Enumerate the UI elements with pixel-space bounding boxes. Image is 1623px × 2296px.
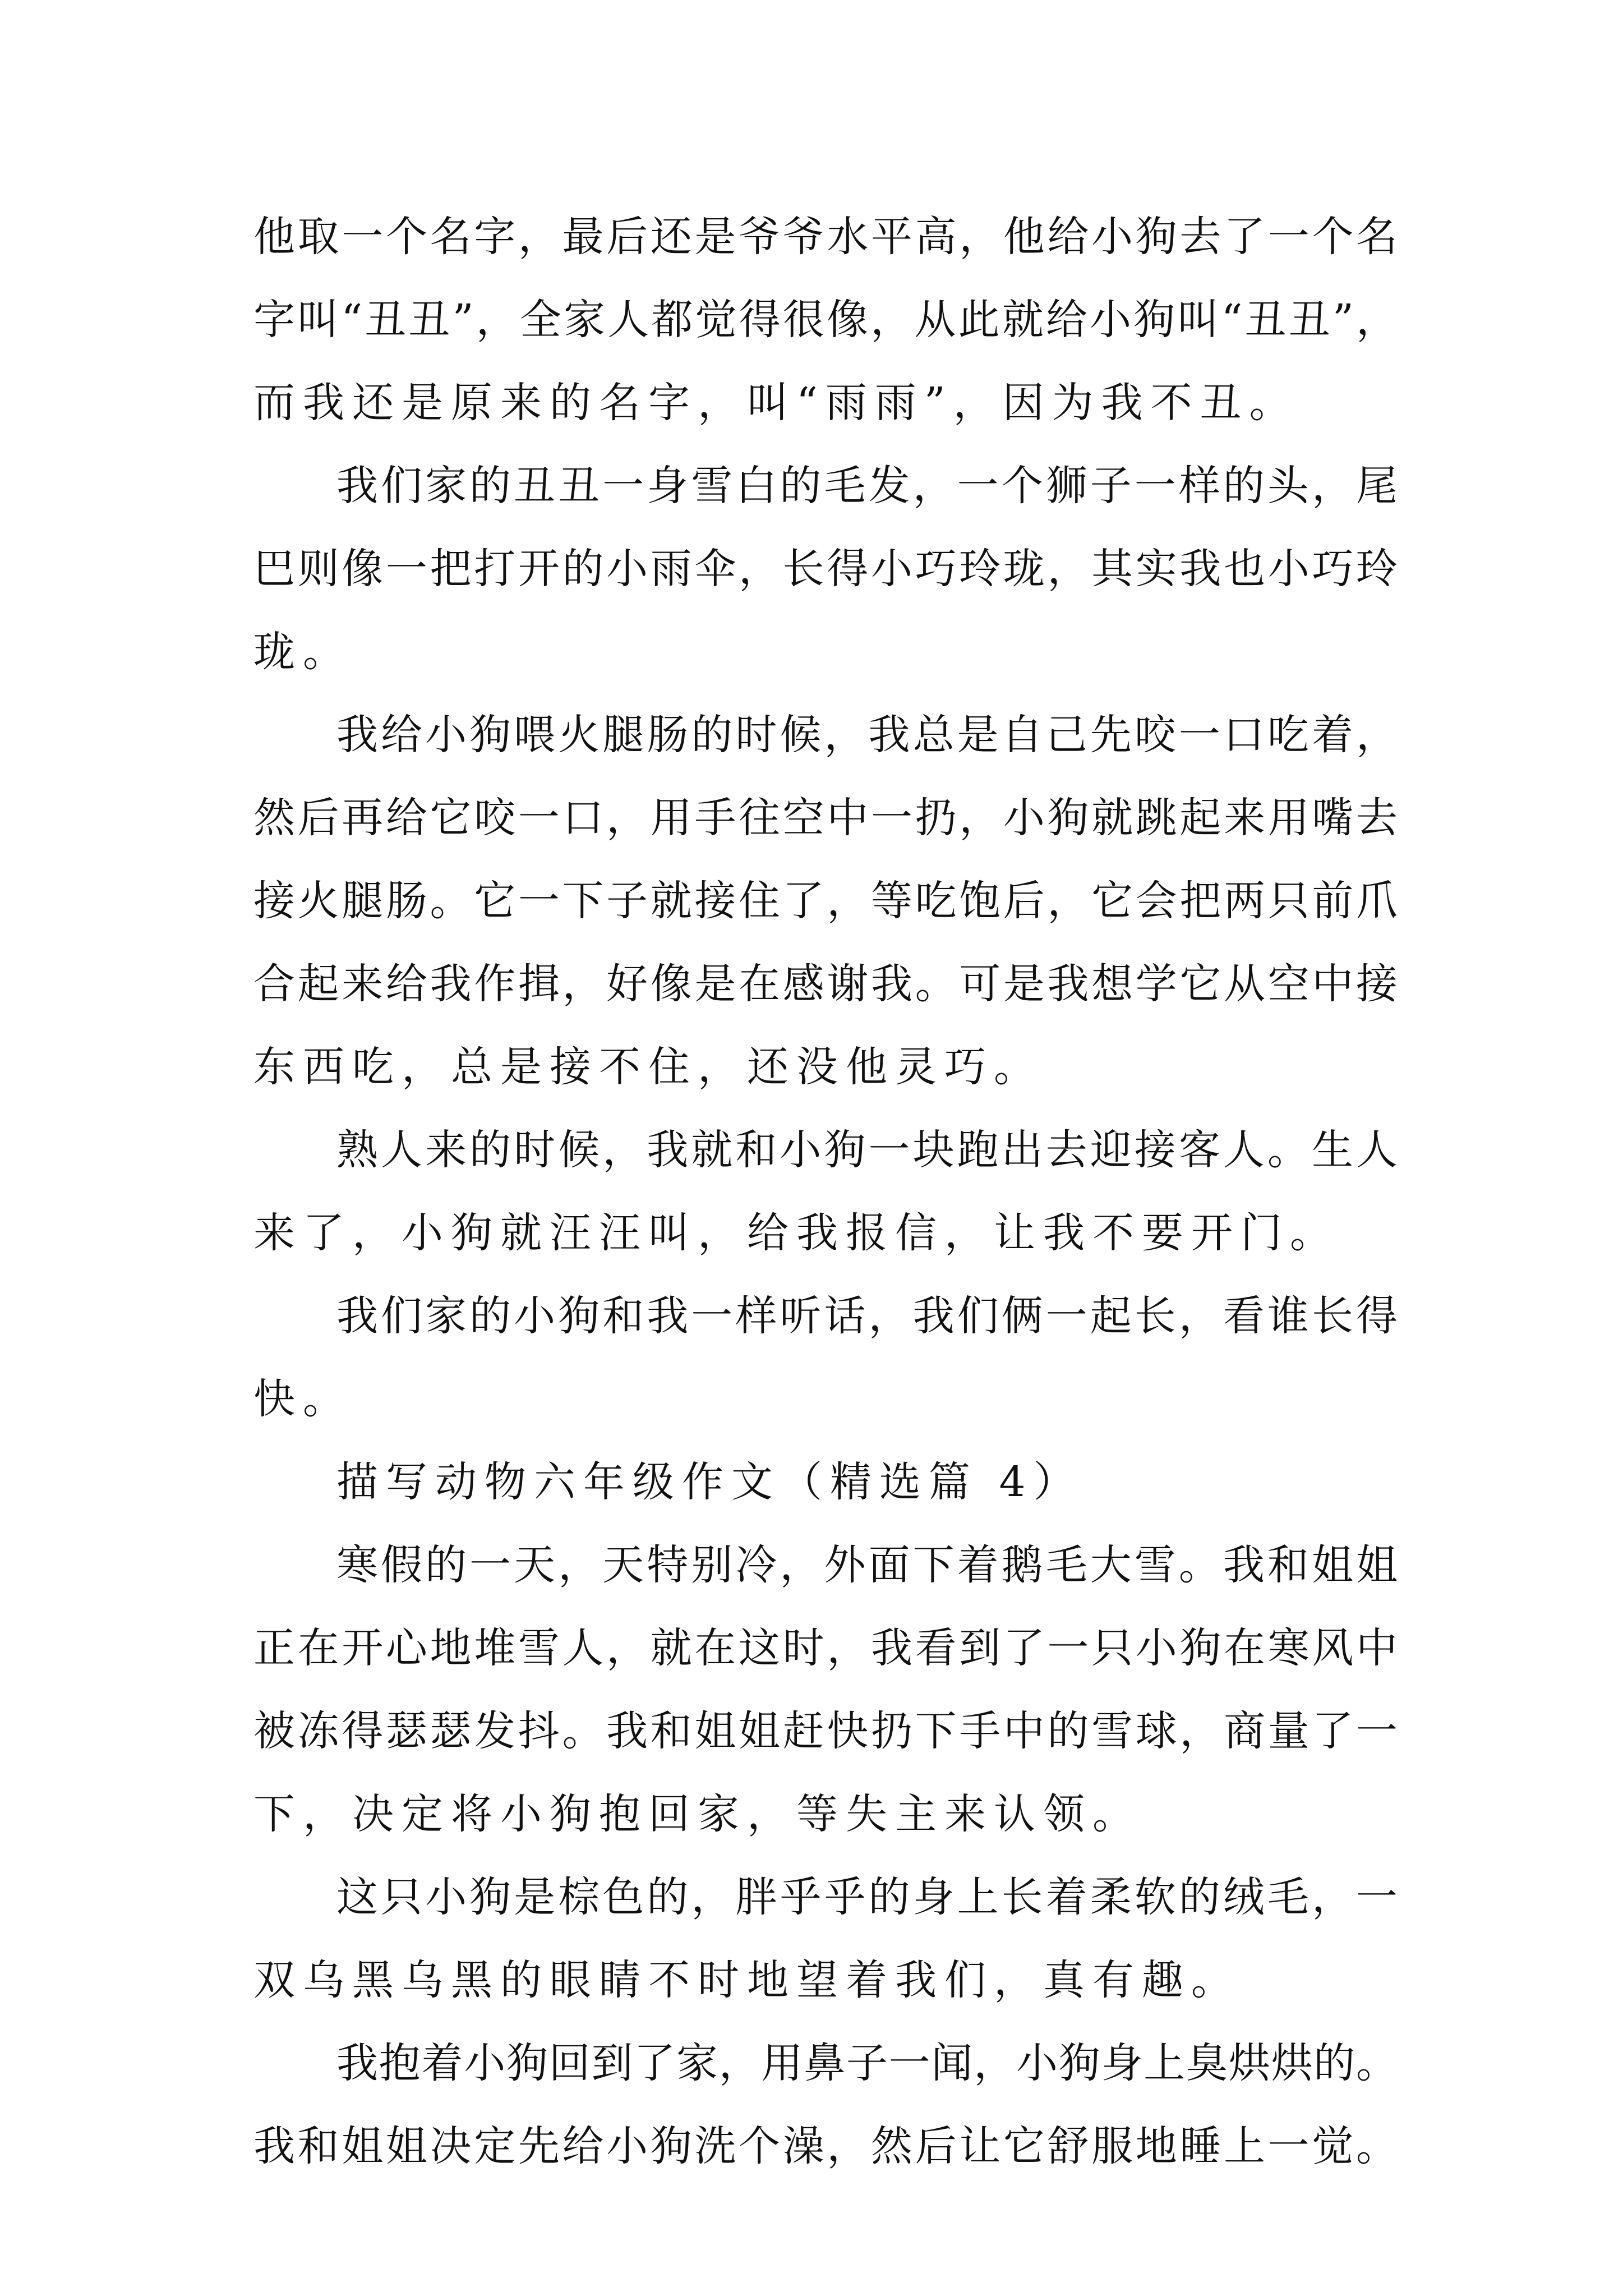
text-line: 熟人来的时候，我就和小狗一块跑出去迎接客人。生人: [336, 1126, 1398, 1174]
section-heading: 描写动物六年级作文（精选篇 4）: [336, 1458, 1083, 1506]
text-line: 合起来给我作揖，好像是在感谢我。可是我想学它从空中接: [253, 960, 1398, 1008]
text-line: 接火腿肠。它一下子就接住了，等吃饱后，它会把两只前爪: [253, 877, 1398, 925]
text-line: 正在开心地堆雪人，就在这时，我看到了一只小狗在寒风中: [253, 1624, 1398, 1672]
text-line: 珑。: [253, 628, 352, 676]
text-line: 而我还是原来的名字，叫“雨雨”，因为我不丑。: [253, 379, 1299, 427]
text-line: 我和姐姐决定先给小狗洗个澡，然后让它舒服地睡上一觉。: [253, 2122, 1398, 2170]
text-line: 字叫“丑丑”，全家人都觉得很像，从此就给小狗叫“丑丑”，: [253, 296, 1398, 344]
text-line: 巴则像一把打开的小雨伞，长得小巧玲珑，其实我也小巧玲: [253, 545, 1398, 593]
text-line: 我抱着小狗回到了家，用鼻子一闻，小狗身上臭烘烘的。: [336, 2039, 1398, 2087]
text-line: 来了，小狗就汪汪叫，给我报信，让我不要开门。: [253, 1209, 1339, 1257]
text-line: 他取一个名字，最后还是爷爷水平高，他给小狗去了一个名: [253, 213, 1398, 261]
text-line: 快。: [253, 1375, 352, 1423]
text-line: 这只小狗是棕色的，胖乎乎的身上长着柔软的绒毛，一: [336, 1873, 1398, 1921]
text-line: 双乌黑乌黑的眼睛不时地望着我们，真有趣。: [253, 1956, 1241, 2004]
text-line: 东西吃，总是接不住，还没他灵巧。: [253, 1043, 1043, 1091]
text-line: 然后再给它咬一口，用手往空中一扔，小狗就跳起来用嘴去: [253, 794, 1398, 842]
text-line: 我给小狗喂火腿肠的时候，我总是自己先咬一口吃着，: [336, 711, 1398, 759]
text-line: 下，决定将小狗抱回家，等失主来认领。: [253, 1790, 1142, 1838]
text-line: 寒假的一天，天特别冷，外面下着鹅毛大雪。我和姐姐: [336, 1541, 1398, 1589]
text-line: 我们家的小狗和我一样听话，我们俩一起长，看谁长得: [336, 1292, 1398, 1340]
text-line: 我们家的丑丑一身雪白的毛发，一个狮子一样的头，尾: [336, 462, 1398, 510]
text-line: 被冻得瑟瑟发抖。我和姐姐赶快扔下手中的雪球，商量了一: [253, 1707, 1398, 1755]
